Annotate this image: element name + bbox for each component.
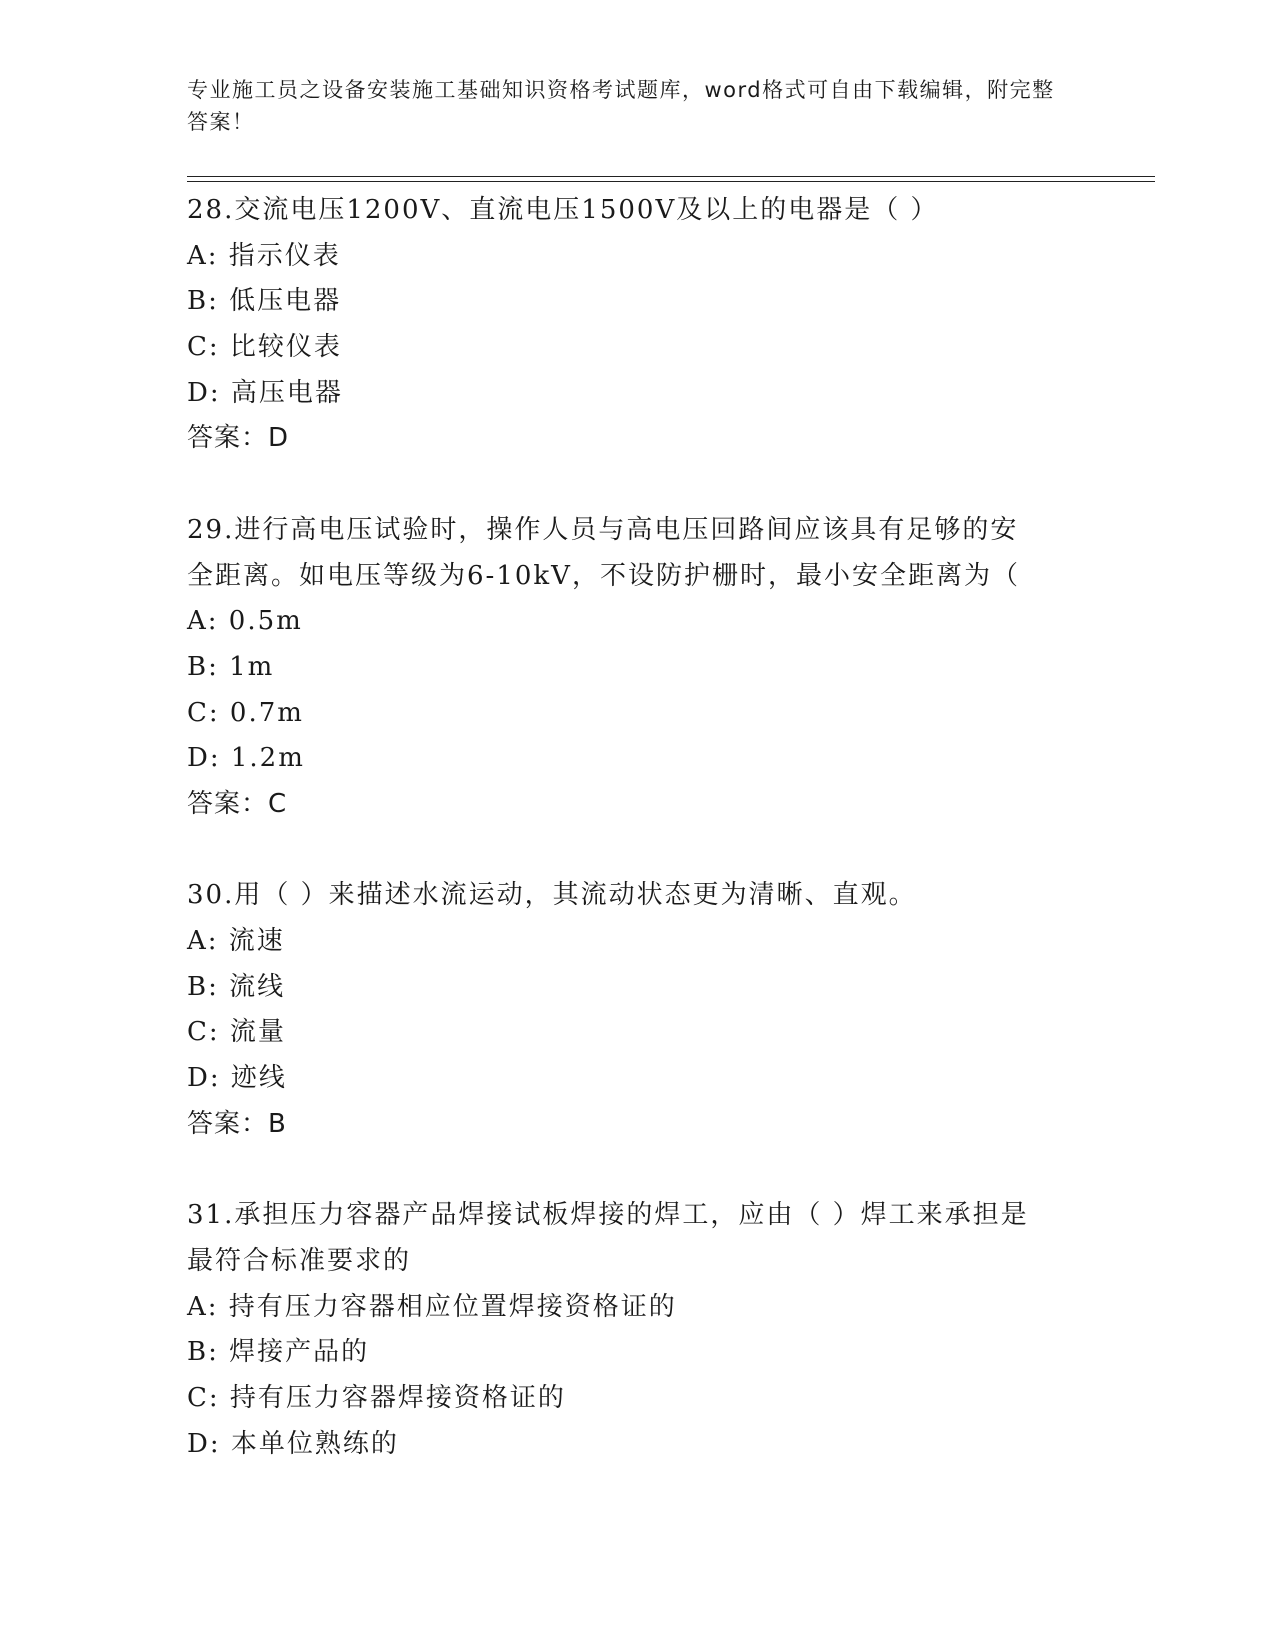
- question-30: [187, 873, 1087, 1147]
- answer-label: 答案：B: [187, 1108, 287, 1139]
- header-divider-top: [187, 176, 1155, 177]
- option-c: C: 流量: [187, 1017, 286, 1048]
- question-stem: 28.交流电压1200V、直流电压1500V及以上的电器是（ ）: [187, 195, 939, 225]
- option-b: B: 焊接产品的: [187, 1337, 370, 1368]
- option-d: D: 迹线: [187, 1063, 287, 1094]
- option-c: C: 持有压力容器焊接资格证的: [187, 1382, 566, 1413]
- option-b: B: 1m: [187, 651, 275, 682]
- header-intro-text: 专业施工员之设备安装施工基础知识资格考试题库，word格式可自由下载编辑，附完整答案！: [187, 78, 1055, 134]
- question-list: [187, 188, 1087, 1513]
- document-header: [187, 74, 1067, 138]
- option-a: A: 持有压力容器相应位置焊接资格证的: [187, 1291, 677, 1322]
- option-b: B: 流线: [187, 971, 286, 1002]
- question-29: [187, 508, 1087, 828]
- question-28: [187, 188, 1087, 462]
- option-c: C: 比较仪表: [187, 332, 342, 363]
- answer-label: 答案：C: [187, 788, 288, 819]
- header-divider-bottom: [187, 181, 1155, 182]
- option-b: B: 低压电器: [187, 286, 342, 317]
- option-a: A: 流速: [187, 926, 285, 957]
- question-stem: 31.承担压力容器产品焊接试板焊接的焊工，应由（ ）焊工来承担是最符合标准要求的: [187, 1200, 1029, 1276]
- option-d: D: 1.2m: [187, 743, 305, 774]
- answer-label: 答案：D: [187, 423, 290, 454]
- option-a: A: 指示仪表: [187, 240, 341, 271]
- question-stem: 29.进行高电压试验时，操作人员与高电压回路间应该具有足够的安全距离。如电压等级为6-10kV，不设防护栅时，最小安全距离为（: [187, 514, 1020, 591]
- option-a: A: 0.5m: [187, 606, 303, 637]
- option-d: D: 本单位熟练的: [187, 1428, 399, 1459]
- question-stem: 30.用（ ）来描述水流运动，其流动状态更为清晰、直观。: [187, 880, 917, 911]
- question-31: [187, 1193, 1087, 1467]
- option-d: D: 高压电器: [187, 377, 343, 408]
- option-c: C: 0.7m: [187, 697, 304, 728]
